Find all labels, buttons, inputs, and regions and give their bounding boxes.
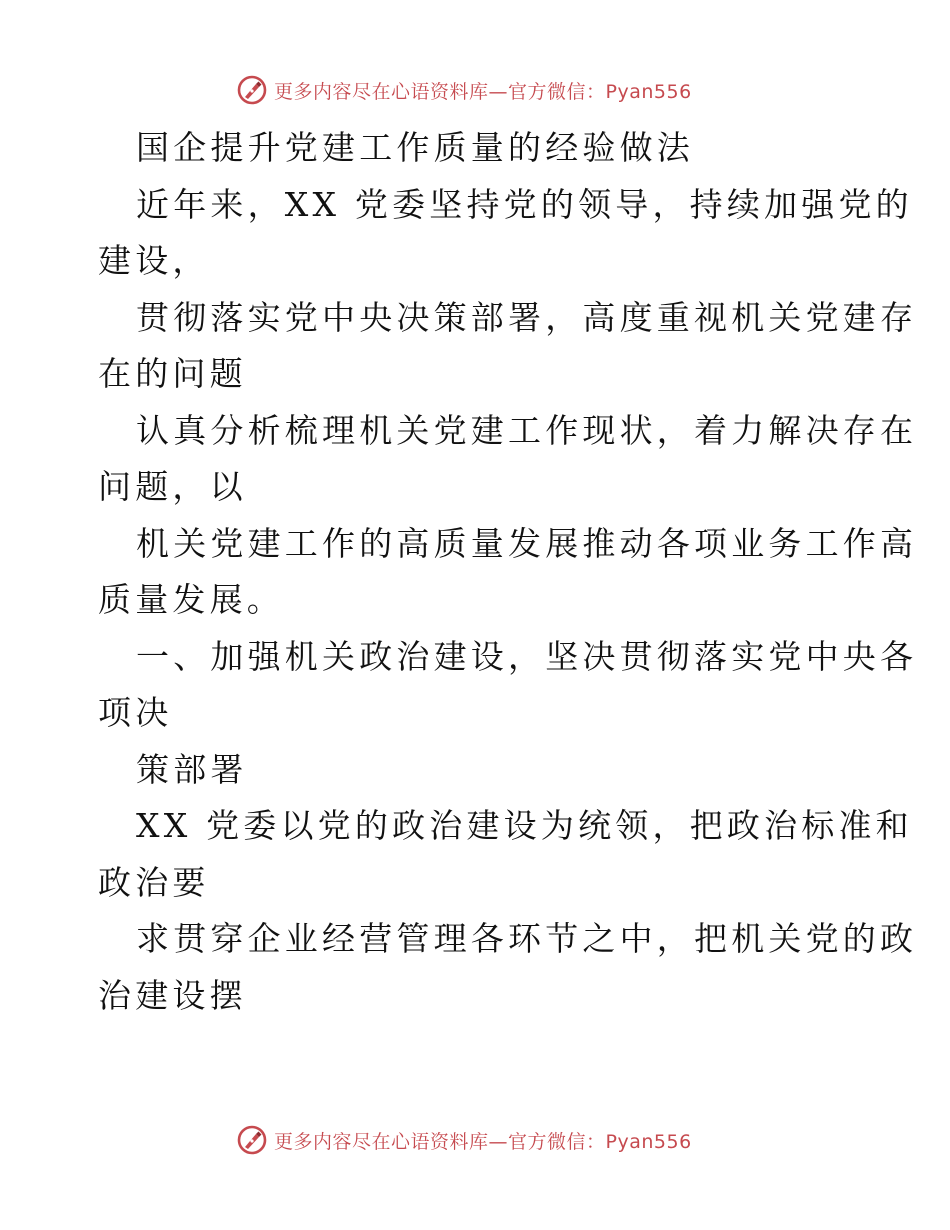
document-line: 认真分析梳理机关党建工作现状，着力解决存在 xyxy=(136,410,918,450)
document-line: 国企提升党建工作质量的经验做法 xyxy=(136,128,694,167)
document-line: 项决 xyxy=(98,693,173,732)
watermark-text: 更多内容尽在心语资料库—官方微信：Pyan556 xyxy=(274,1130,692,1153)
header-watermark xyxy=(236,72,692,108)
document-line: 建设， xyxy=(98,241,210,280)
document-line: 策部署 xyxy=(136,749,248,789)
pen-in-circle-logo-icon xyxy=(236,74,268,106)
watermark-text: 更多内容尽在心语资料库—官方微信：Pyan556 xyxy=(274,80,692,103)
document-line: 在的问题 xyxy=(98,354,247,393)
document-line: 一、加强机关政治建设，坚决贯彻落实党中央各 xyxy=(136,636,918,676)
document-line: 治建设摆 xyxy=(98,975,247,1015)
document-line: 质量发展。 xyxy=(98,580,284,619)
document-body xyxy=(98,120,918,1024)
pen-in-circle-logo-icon xyxy=(236,1124,268,1156)
document-line: 机关党建工作的高质量发展推动各项业务工作高 xyxy=(136,523,918,563)
document-line: 政治要 xyxy=(98,862,210,902)
footer-watermark xyxy=(236,1122,692,1158)
document-line: 问题，以 xyxy=(98,467,247,506)
document-line: 贯彻落实党中央决策部署，高度重视机关党建存 xyxy=(136,297,918,337)
document-line: 求贯穿企业经营管理各环节之中，把机关党的政 xyxy=(136,919,918,958)
document-line: 近年来，XX 党委坚持党的领导，持续加强党的 xyxy=(136,184,913,224)
document-line: XX 党委以党的政治建设为统领，把政治标准和 xyxy=(136,806,913,845)
